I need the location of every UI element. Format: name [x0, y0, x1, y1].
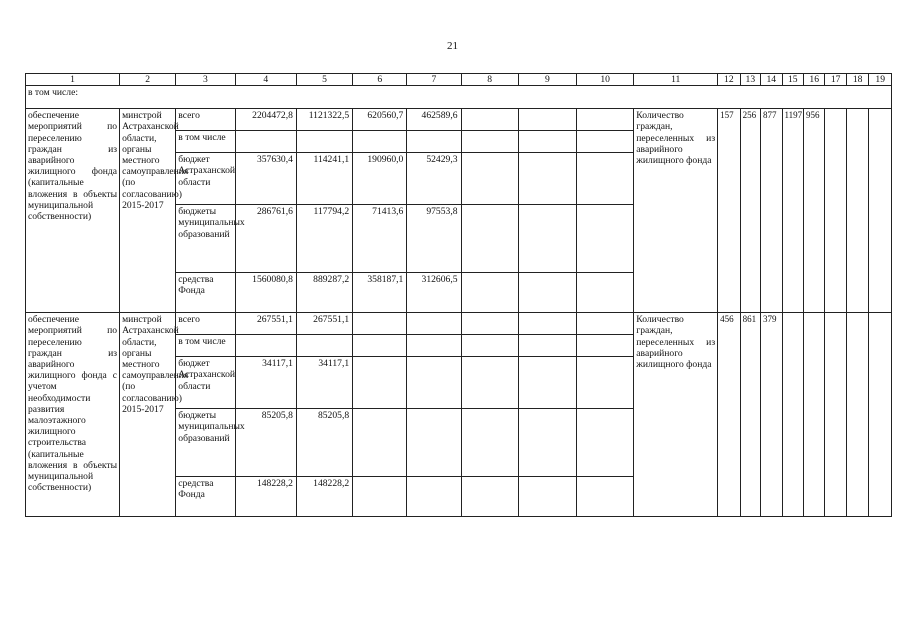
- header-cell: 8: [461, 74, 518, 86]
- funding-source: бюджет Астраханской области: [176, 153, 235, 205]
- header-cell: 15: [782, 74, 803, 86]
- amount-cell: 71413,6: [353, 205, 407, 273]
- header-cell: 3: [176, 74, 235, 86]
- empty-cell: [577, 313, 634, 335]
- amount-cell: [353, 477, 407, 517]
- amount-cell: [407, 313, 461, 335]
- empty-cell: [577, 273, 634, 313]
- indicator-value: [825, 109, 846, 313]
- header-cell: 9: [518, 74, 576, 86]
- empty-cell: [518, 357, 576, 409]
- empty-cell: [577, 205, 634, 273]
- executor-cell: минстрой Астраханской области, органы местного самоуправления (по согласованию) 2015-2017: [120, 109, 176, 313]
- amount-cell: 1560080,8: [235, 273, 296, 313]
- empty-cell: [461, 153, 518, 205]
- table-row: [26, 313, 892, 335]
- indicator-value: 877: [761, 109, 782, 313]
- indicator-value: 861: [740, 313, 760, 517]
- empty-cell: [577, 477, 634, 517]
- indicator-cell: Количество граждан, переселенных из аварийного жилищного фонда: [634, 109, 718, 313]
- empty-cell: [461, 477, 518, 517]
- header-cell: 7: [407, 74, 461, 86]
- header-cell: 12: [718, 74, 740, 86]
- funding-source: всего: [176, 313, 235, 335]
- empty-cell: [461, 357, 518, 409]
- amount-cell: 114241,1: [296, 153, 352, 205]
- funding-source: бюджеты муниципальных образований: [176, 205, 235, 273]
- empty-cell: [869, 313, 892, 517]
- amount-cell: 85205,8: [235, 409, 296, 477]
- section-row: [26, 86, 892, 109]
- header-cell: 10: [577, 74, 634, 86]
- program-table: [25, 73, 892, 517]
- header-cell: 13: [740, 74, 760, 86]
- amount-cell: 620560,7: [353, 109, 407, 131]
- amount-cell: [235, 131, 296, 153]
- amount-cell: [353, 409, 407, 477]
- header-cell: 6: [353, 74, 407, 86]
- empty-cell: [577, 109, 634, 131]
- header-cell: 16: [803, 74, 824, 86]
- amount-cell: [407, 477, 461, 517]
- empty-cell: [518, 313, 576, 335]
- header-row: [26, 74, 892, 86]
- funding-source: средства Фонда: [176, 273, 235, 313]
- amount-cell: [407, 409, 461, 477]
- header-cell: 19: [869, 74, 892, 86]
- empty-cell: [518, 273, 576, 313]
- indicator-value: 456: [718, 313, 740, 517]
- amount-cell: [296, 335, 352, 357]
- funding-source: всего: [176, 109, 235, 131]
- amount-cell: 148228,2: [296, 477, 352, 517]
- amount-cell: 34117,1: [235, 357, 296, 409]
- amount-cell: 1121322,5: [296, 109, 352, 131]
- empty-cell: [461, 313, 518, 335]
- amount-cell: 97553,8: [407, 205, 461, 273]
- table-row: [26, 109, 892, 131]
- executor-cell: минстрой Астраханской области, органы местного самоуправления (по согласованию) 2015-2017: [120, 313, 176, 517]
- empty-cell: [461, 205, 518, 273]
- empty-cell: [461, 409, 518, 477]
- amount-cell: 85205,8: [296, 409, 352, 477]
- empty-cell: [518, 153, 576, 205]
- amount-cell: [353, 357, 407, 409]
- amount-cell: [407, 357, 461, 409]
- indicator-cell: Количество граждан, переселенных из аварийного жилищного фонда: [634, 313, 718, 517]
- amount-cell: 52429,3: [407, 153, 461, 205]
- header-cell: 2: [120, 74, 176, 86]
- amount-cell: 34117,1: [296, 357, 352, 409]
- empty-cell: [461, 109, 518, 131]
- amount-cell: 889287,2: [296, 273, 352, 313]
- amount-cell: [407, 131, 461, 153]
- indicator-value: 256: [740, 109, 760, 313]
- indicator-value: 379: [761, 313, 782, 517]
- funding-source: бюджеты муниципальных образований: [176, 409, 235, 477]
- amount-cell: 462589,6: [407, 109, 461, 131]
- indicator-value: 157: [718, 109, 740, 313]
- empty-cell: [869, 109, 892, 313]
- amount-cell: 2204472,8: [235, 109, 296, 131]
- funding-source: бюджет Астраханской области: [176, 357, 235, 409]
- amount-cell: 267551,1: [296, 313, 352, 335]
- amount-cell: 357630,4: [235, 153, 296, 205]
- funding-source: в том числе: [176, 335, 235, 357]
- header-cell: 5: [296, 74, 352, 86]
- header-cell: 11: [634, 74, 718, 86]
- indicator-value: 956: [803, 109, 824, 313]
- amount-cell: 267551,1: [235, 313, 296, 335]
- empty-cell: [577, 409, 634, 477]
- empty-cell: [577, 131, 634, 153]
- empty-cell: [577, 153, 634, 205]
- activity-cell: обеспечение мероприятий по переселению граждан из аварийного жилищного фонда (капитальные вложения в объекты муниципальной собственности): [26, 109, 120, 313]
- header-cell: 18: [846, 74, 868, 86]
- header-cell: 4: [235, 74, 296, 86]
- empty-cell: [518, 335, 576, 357]
- amount-cell: [353, 335, 407, 357]
- amount-cell: 117794,2: [296, 205, 352, 273]
- amount-cell: 286761,6: [235, 205, 296, 273]
- page-number: 21: [447, 40, 458, 52]
- table-body: [26, 74, 892, 517]
- header-cell: 1: [26, 74, 120, 86]
- empty-cell: [461, 335, 518, 357]
- empty-cell: [518, 109, 576, 131]
- empty-cell: [518, 205, 576, 273]
- indicator-value: [782, 313, 803, 517]
- section-label: в том числе:: [26, 86, 892, 109]
- amount-cell: 190960,0: [353, 153, 407, 205]
- header-cell: 14: [761, 74, 782, 86]
- empty-cell: [577, 335, 634, 357]
- activity-cell: обеспечение мероприятий по переселению граждан из аварийного жилищного фонда с учетом необходимости развития малоэтажного жилищного строительства (капитальные вложения в объекты муниципальной собственности): [26, 313, 120, 517]
- amount-cell: [353, 131, 407, 153]
- amount-cell: [235, 335, 296, 357]
- indicator-value: [803, 313, 824, 517]
- empty-cell: [461, 273, 518, 313]
- amount-cell: [353, 313, 407, 335]
- funding-source: средства Фонда: [176, 477, 235, 517]
- empty-cell: [461, 131, 518, 153]
- header-cell: 17: [825, 74, 846, 86]
- indicator-value: [846, 313, 868, 517]
- indicator-value: [825, 313, 846, 517]
- amount-cell: 312606,5: [407, 273, 461, 313]
- amount-cell: [296, 131, 352, 153]
- empty-cell: [518, 131, 576, 153]
- empty-cell: [577, 357, 634, 409]
- amount-cell: 148228,2: [235, 477, 296, 517]
- amount-cell: 358187,1: [353, 273, 407, 313]
- empty-cell: [518, 477, 576, 517]
- funding-source: в том числе: [176, 131, 235, 153]
- indicator-value: [846, 109, 868, 313]
- empty-cell: [518, 409, 576, 477]
- indicator-value: 1197: [782, 109, 803, 313]
- amount-cell: [407, 335, 461, 357]
